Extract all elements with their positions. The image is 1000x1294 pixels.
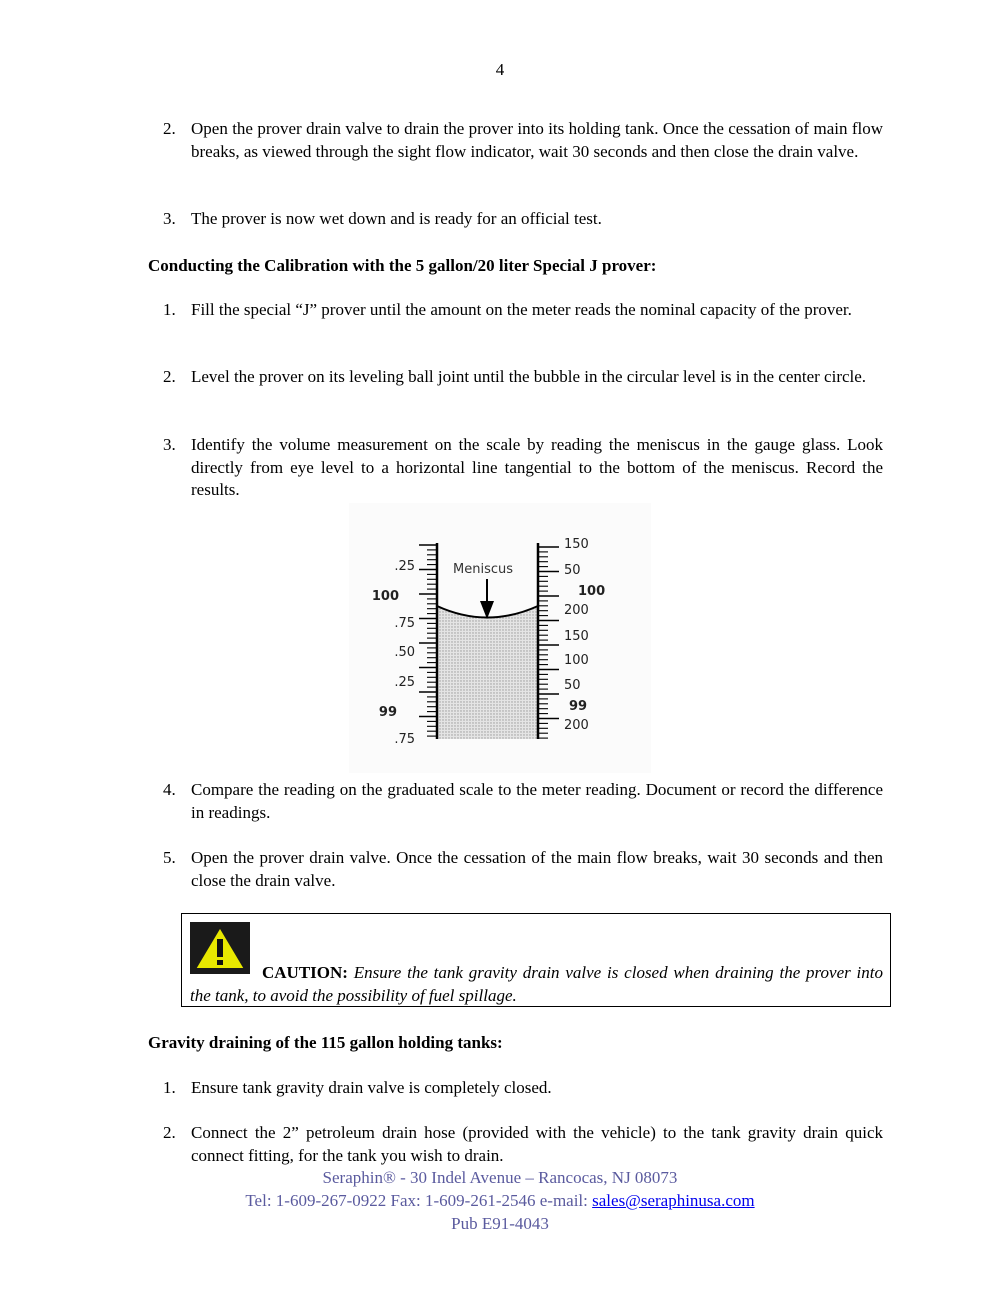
caution-label: CAUTION: [262,963,348,982]
left-scale-label: 99 [378,705,397,720]
right-scale-label: 99 [569,699,588,714]
meniscus-arrowhead [480,601,494,619]
list-item [163,366,883,389]
list-item [163,208,883,231]
caution-text [190,962,883,1007]
list-item [163,1122,883,1167]
meniscus-label: Meniscus [453,562,513,577]
list-number: 5. [163,848,176,867]
meniscus-diagram [349,503,651,773]
list-number: 2. [163,367,176,386]
caution-message: Ensure the tank gravity drain valve is closed when draining the prover into the tank, to avoid the possibility of fuel spillage. [190,963,883,1005]
list-text: Level the prover on its leveling ball joint until the bubble in the circular level is in the center circle. [191,367,867,386]
list-item [163,299,883,322]
footer-address: Seraphin® - 30 Indel Avenue – Rancocas, NJ 08073 [322,1168,678,1187]
list-number: 4. [163,780,176,799]
right-scale-label: 150 [564,537,589,552]
list-text: Identify the volume measurement on the scale by reading the meniscus in the gauge glass. Look directly from eye level to a horizontal line tangential to the bottom of the meniscus. Record the results. [191,435,883,499]
list-text: Open the prover drain valve. Once the cessation of the main flow breaks, wait 30 seconds and then close the drain valve. [191,848,883,890]
list-text: Compare the reading on the graduated scale to the meter reading. Document or record the difference in readings. [191,780,883,822]
list-item [163,434,883,502]
list-text: Open the prover drain valve to drain the prover into its holding tank. Once the cessation of main flow breaks, as viewed through the sight flow indicator, wait 30 seconds and then close the drain valve. [191,119,883,161]
section-heading: Gravity draining of the 115 gallon holding tanks: [148,1033,503,1052]
liquid-fill [437,606,538,743]
list-number: 2. [163,119,176,138]
list-item [163,1077,883,1100]
right-scale-label: 100 [564,653,589,668]
left-scale-ticks [419,545,437,741]
list-item [163,847,883,892]
list-item [163,779,883,824]
right-scale-label: 50 [564,563,581,578]
list-item [163,118,883,163]
right-scale-label: 100 [578,584,606,599]
left-scale-label: .25 [394,675,415,690]
list-number: 2. [163,1123,176,1142]
footer-contact [0,1190,1000,1213]
right-scale-label: 50 [564,678,581,693]
section-heading: Conducting the Calibration with the 5 gallon/20 liter Special J prover: [148,256,657,275]
footer-phone-fax: Tel: 1-609-267-0922 Fax: 1-609-261-2546 e-mail: [245,1191,593,1210]
footer-pub-number: Pub E91-4043 [451,1214,549,1233]
list-number: 3. [163,209,176,228]
left-scale-label: 100 [371,589,399,604]
right-scale-label: 200 [564,718,589,733]
list-number: 1. [163,1078,176,1097]
caution-box [181,913,891,1007]
list-text: Ensure tank gravity drain valve is completely closed. [191,1078,552,1097]
list-text: Fill the special “J” prover until the amount on the meter reads the nominal capacity of the prover. [191,300,852,319]
list-text: The prover is now wet down and is ready for an official test. [191,209,602,228]
page-number: 4 [495,60,505,79]
list-text: Connect the 2” petroleum drain hose (provided with the vehicle) to the tank gravity drain quick connect fitting, for the tank you wish to drain. [191,1123,883,1165]
right-scale-label: 200 [564,603,589,618]
left-scale-label: .25 [394,559,415,574]
list-number: 3. [163,435,176,454]
left-scale-label: .75 [394,616,415,631]
right-scale-label: 150 [564,629,589,644]
email-link[interactable]: sales@seraphinusa.com [592,1191,755,1210]
right-scale-ticks [538,547,559,743]
list-number: 1. [163,300,176,319]
left-scale-label: .75 [394,732,415,747]
left-scale-label: .50 [394,645,415,660]
